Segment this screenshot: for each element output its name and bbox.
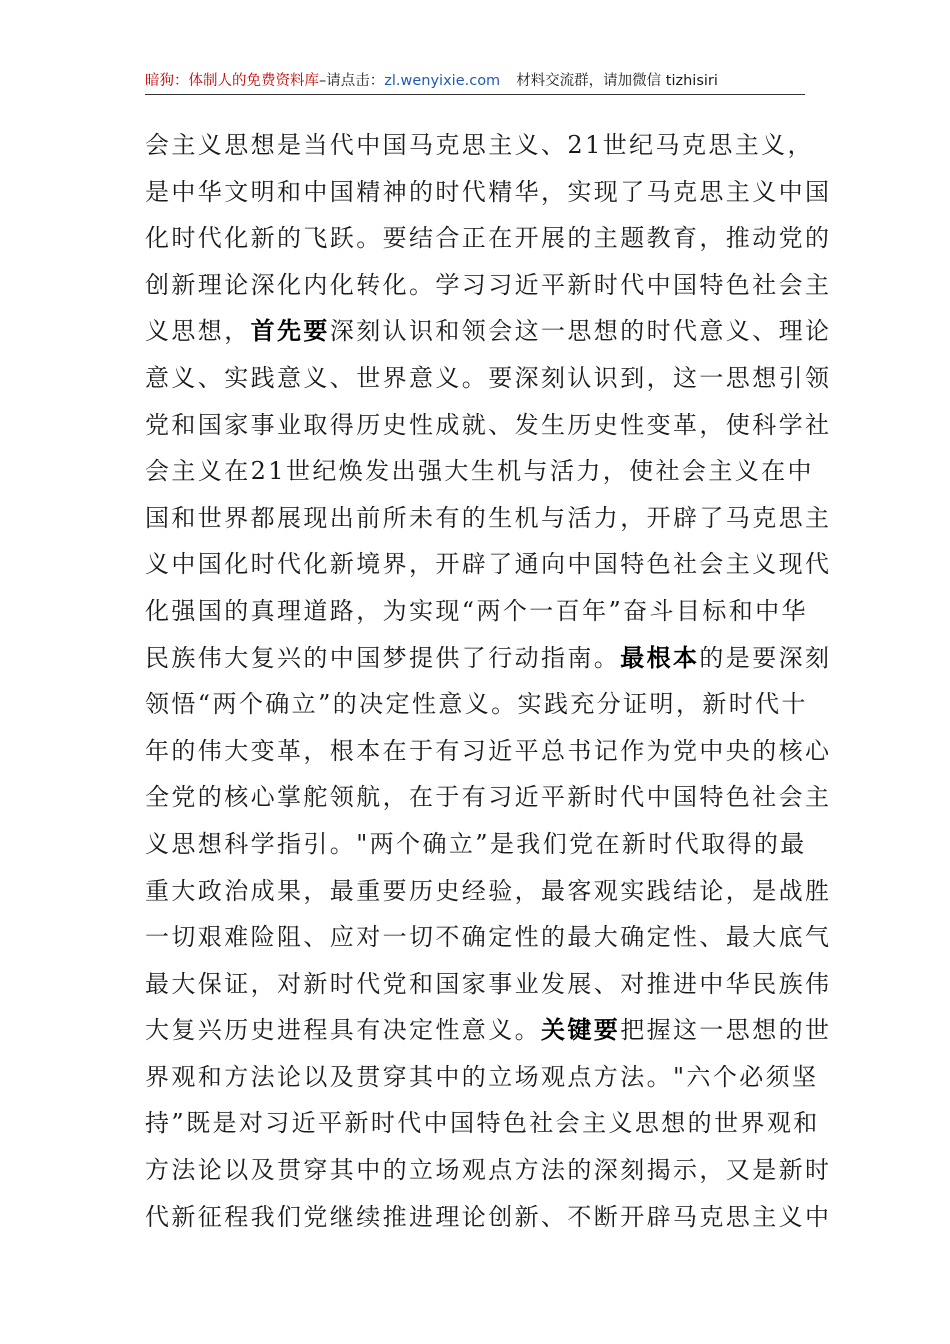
text-segment: 持”既是对习近平新时代中国特色社会主义思想的世界观和 [145, 1109, 820, 1138]
emphasis-text: 首先要 [250, 317, 330, 346]
text-line [145, 495, 832, 542]
text-segment: 化强国的真理道路，为实现“两个一百年”奋斗目标和中华 [145, 596, 808, 625]
header-brand: 暗狗：体制人的免费资料库 [145, 73, 319, 89]
text-segment: 界观和方法论以及贯穿其中的立场观点方法。"六个必须坚 [145, 1062, 819, 1091]
text-line [145, 402, 832, 449]
text-segment: 重大政治成果，最重要历史经验，最客观实践结论，是战胜 [145, 876, 832, 905]
text-line [145, 541, 832, 588]
emphasis-text: 最根本 [620, 643, 700, 672]
text-segment: 把握这一思想的世 [620, 1016, 832, 1045]
text-line [145, 1100, 820, 1147]
text-segment: 的是要深刻 [699, 643, 832, 672]
text-line [145, 774, 832, 821]
text-segment: 领悟“两个确立”的决定性意义。实践充分证明，新时代十 [145, 690, 808, 719]
text-line [145, 728, 832, 775]
text-segment: 最大保证，对新时代党和国家事业发展、对推进中华民族伟 [145, 969, 832, 998]
text-segment: 深刻认识和领会这一思想的时代意义、理论 [329, 317, 832, 346]
text-line [145, 262, 832, 309]
header-link[interactable]: zl.wenyixie.com [384, 73, 501, 89]
text-line [145, 169, 832, 216]
text-line [145, 1007, 832, 1054]
page-header [145, 70, 805, 94]
text-line [145, 868, 832, 915]
text-segment: 化时代化新的飞跃。要结合正在开展的主题教育，推动党的 [145, 224, 832, 253]
text-segment: 国和世界都展现出前所未有的生机与活力，开辟了马克思主 [145, 503, 832, 532]
header-note: 材料交流群，请加微信 tizhisiri [516, 73, 718, 89]
text-line [145, 821, 810, 868]
text-line [145, 914, 832, 961]
text-segment: 民族伟大复兴的中国梦提供了行动指南。 [145, 643, 621, 672]
text-segment: 意义、实践意义、世界意义。要深刻认识到，这一思想引领 [145, 363, 832, 392]
text-segment: 年的伟大变革，根本在于有习近平总书记作为党中央的核心 [145, 736, 832, 765]
text-line [145, 215, 832, 262]
text-line [145, 308, 832, 355]
text-segment: 义思想， [145, 317, 251, 346]
text-line [145, 355, 832, 402]
text-segment: 会主义思想是当代中国马克思主义、21世纪马克思主义， [145, 131, 814, 159]
text-segment: 大复兴历史进程具有决定性意义。 [145, 1016, 541, 1045]
text-line [145, 588, 810, 635]
text-segment: 全党的核心掌舵领航，在于有习近平新时代中国特色社会主 [145, 783, 832, 812]
text-segment: 会主义在21世纪焕发出强大生机与活力，使社会主义在中 [145, 457, 814, 486]
text-line [145, 1147, 832, 1194]
text-segment: 党和国家事业取得历史性成就、发生历史性变革，使科学社 [145, 410, 832, 439]
emphasis-text: 关键要 [541, 1016, 621, 1045]
header-prompt: –请点击： [319, 73, 385, 89]
text-line [145, 122, 814, 169]
body-paragraph [145, 122, 832, 1240]
text-line [145, 961, 832, 1008]
text-segment: 是中华文明和中国精神的时代精华，实现了马克思主义中国 [145, 177, 832, 206]
header-divider [145, 94, 805, 95]
text-line [145, 1194, 832, 1241]
text-segment: 一切艰难险阻、应对一切不确定性的最大确定性、最大底气 [145, 923, 832, 952]
text-segment: 方法论以及贯穿其中的立场观点方法的深刻揭示，又是新时 [145, 1156, 832, 1185]
text-line [145, 681, 810, 728]
text-segment: 创新理论深化内化转化。学习习近平新时代中国特色社会主 [145, 270, 832, 299]
text-segment: 义中国化时代化新境界，开辟了通向中国特色社会主义现代 [145, 550, 832, 579]
text-segment: 代新征程我们党继续推进理论创新、不断开辟马克思主义中 [145, 1202, 832, 1231]
text-line [145, 448, 814, 495]
text-line [145, 635, 832, 682]
text-segment: 义思想科学指引。"两个确立”是我们党在新时代取得的最 [145, 829, 807, 858]
text-line [145, 1054, 819, 1101]
